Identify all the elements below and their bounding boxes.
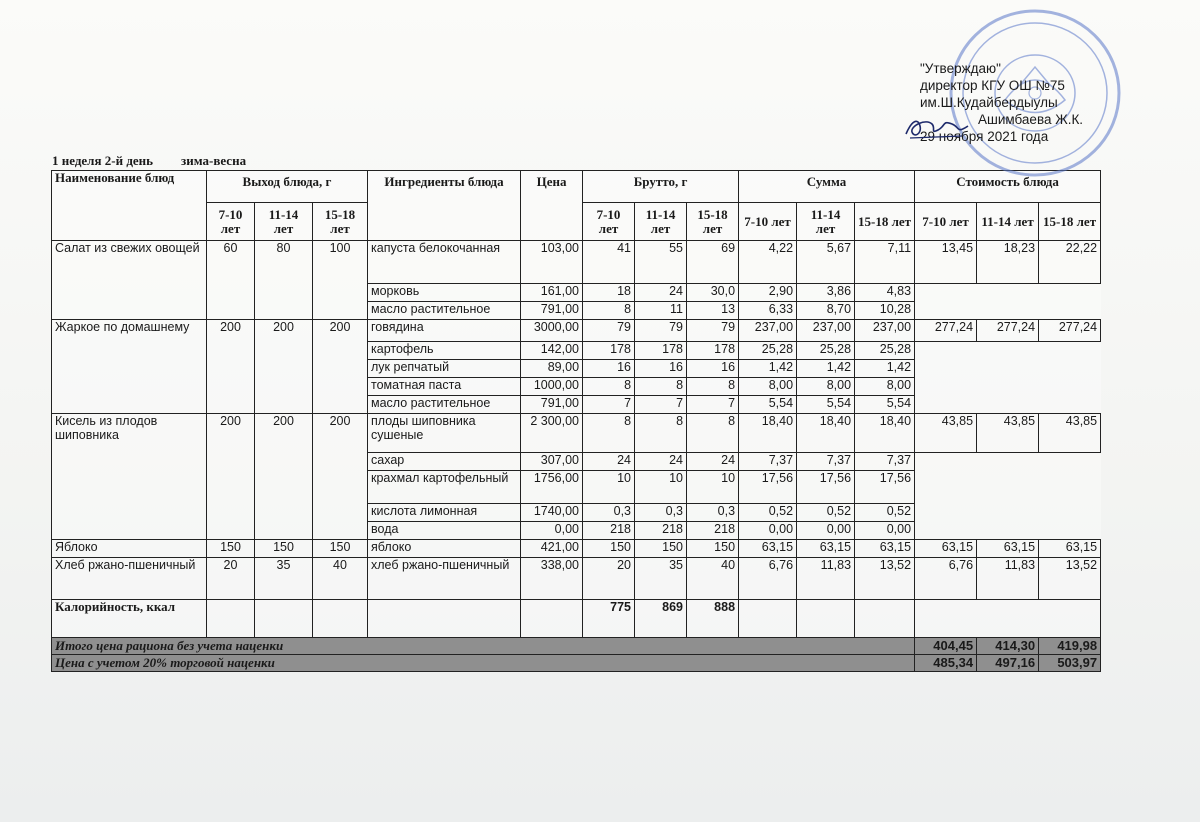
gross-value: 10 [635, 471, 687, 504]
empty-cell [915, 284, 1101, 320]
sum-value: 4,83 [855, 284, 915, 302]
dish-output: 200 [255, 414, 313, 540]
col-ingredients: Ингредиенты блюда [368, 171, 521, 241]
gross-value: 79 [687, 320, 739, 342]
sum-value: 0,52 [797, 504, 855, 522]
ingredient-name: вода [368, 522, 521, 540]
sum-value: 8,00 [739, 378, 797, 396]
ingredient-name: масло растительное [368, 396, 521, 414]
sum-value: 1,42 [797, 360, 855, 378]
cost-value: 43,85 [977, 414, 1039, 453]
gross-value: 218 [583, 522, 635, 540]
gross-value: 20 [583, 558, 635, 600]
sum-value: 13,52 [855, 558, 915, 600]
gross-value: 79 [583, 320, 635, 342]
age-header: 11-14 лет [255, 203, 313, 241]
cost-value: 63,15 [915, 540, 977, 558]
dish-name: Жаркое по домашнему [52, 320, 207, 414]
signature-icon [902, 112, 972, 142]
gross-value: 16 [635, 360, 687, 378]
gross-value: 8 [583, 302, 635, 320]
sum-value: 17,56 [797, 471, 855, 504]
dish-output: 100 [313, 241, 368, 320]
dish-name: Кисель из плодов шиповника [52, 414, 207, 540]
dish-output: 200 [207, 320, 255, 414]
sum-value: 7,37 [855, 453, 915, 471]
gross-value: 35 [635, 558, 687, 600]
menu-table [51, 170, 1101, 672]
sum-value: 7,37 [739, 453, 797, 471]
ingredient-name: сахар [368, 453, 521, 471]
gross-value: 24 [687, 453, 739, 471]
total-value: 414,30 [977, 638, 1039, 655]
ingredient-name: яблоко [368, 540, 521, 558]
dish-name: Хлеб ржано-пшеничный [52, 558, 207, 600]
calories-value: 869 [635, 600, 687, 638]
sum-value: 18,40 [739, 414, 797, 453]
cost-value: 13,52 [1039, 558, 1101, 600]
cost-value: 13,45 [915, 241, 977, 284]
gross-value: 55 [635, 241, 687, 284]
ingredient-price: 1740,00 [521, 504, 583, 522]
sum-value: 4,22 [739, 241, 797, 284]
sum-value: 8,00 [855, 378, 915, 396]
sum-value: 25,28 [855, 342, 915, 360]
gross-value: 24 [635, 453, 687, 471]
total-value: 419,98 [1039, 638, 1101, 655]
ingredient-price: 791,00 [521, 302, 583, 320]
total-value: 503,97 [1039, 655, 1101, 672]
ingredient-price: 421,00 [521, 540, 583, 558]
sum-value: 17,56 [855, 471, 915, 504]
col-gross: Брутто, г [583, 171, 739, 203]
cost-value: 43,85 [915, 414, 977, 453]
dish-output: 60 [207, 241, 255, 320]
ingredient-name: картофель [368, 342, 521, 360]
sum-value: 1,42 [855, 360, 915, 378]
approval-date: 29 ноября 2021 года [920, 129, 1049, 144]
calories-value: 888 [687, 600, 739, 638]
gross-value: 150 [635, 540, 687, 558]
sum-value: 18,40 [855, 414, 915, 453]
dish-name: Салат из свежих овощей [52, 241, 207, 320]
cost-value: 277,24 [1039, 320, 1101, 342]
empty-cell [313, 600, 368, 638]
gross-value: 79 [635, 320, 687, 342]
sum-value: 25,28 [797, 342, 855, 360]
sum-value: 237,00 [797, 320, 855, 342]
dish-name: Яблоко [52, 540, 207, 558]
sum-value: 7,37 [797, 453, 855, 471]
sum-value: 1,42 [739, 360, 797, 378]
ingredient-name: кислота лимонная [368, 504, 521, 522]
approval-school: им.Ш.Кудайбердыулы [920, 95, 1058, 110]
col-sum: Сумма [739, 171, 915, 203]
col-output: Выход блюда, г [207, 171, 368, 203]
gross-value: 40 [687, 558, 739, 600]
table-row [52, 540, 1101, 558]
menu-header [52, 153, 246, 169]
gross-value: 69 [687, 241, 739, 284]
total-row [52, 655, 1101, 672]
sum-value: 63,15 [739, 540, 797, 558]
week-day-label: 1 неделя 2-й день [52, 153, 154, 168]
sum-value: 0,00 [739, 522, 797, 540]
gross-value: 0,3 [635, 504, 687, 522]
ingredient-name: капуста белокочанная [368, 241, 521, 284]
gross-value: 178 [583, 342, 635, 360]
dish-output: 40 [313, 558, 368, 600]
dish-output: 200 [207, 414, 255, 540]
table-row [52, 414, 1101, 453]
cost-value: 6,76 [915, 558, 977, 600]
sum-value: 7,11 [855, 241, 915, 284]
ingredient-price: 0,00 [521, 522, 583, 540]
empty-cell [855, 600, 915, 638]
ingredient-price: 142,00 [521, 342, 583, 360]
gross-value: 8 [635, 414, 687, 453]
gross-value: 218 [635, 522, 687, 540]
empty-cell [368, 600, 521, 638]
sum-value: 5,54 [855, 396, 915, 414]
empty-cell [255, 600, 313, 638]
empty-cell [915, 453, 1101, 540]
sum-value: 8,00 [797, 378, 855, 396]
sum-value: 5,54 [797, 396, 855, 414]
gross-value: 10 [687, 471, 739, 504]
sum-value: 63,15 [797, 540, 855, 558]
cost-value: 63,15 [977, 540, 1039, 558]
age-header: 15-18 лет [855, 203, 915, 241]
empty-cell [915, 600, 1101, 638]
age-header: 15-18 лет [687, 203, 739, 241]
gross-value: 150 [583, 540, 635, 558]
col-dish-name: Наименование блюд [52, 171, 207, 241]
age-header: 11-14 лет [797, 203, 855, 241]
dish-output: 150 [313, 540, 368, 558]
total-value: 404,45 [915, 638, 977, 655]
empty-cell [797, 600, 855, 638]
age-header: 7-10 лет [207, 203, 255, 241]
sum-value: 0,52 [855, 504, 915, 522]
empty-cell [739, 600, 797, 638]
ingredient-price: 338,00 [521, 558, 583, 600]
gross-value: 7 [635, 396, 687, 414]
dish-output: 150 [255, 540, 313, 558]
sum-value: 63,15 [855, 540, 915, 558]
gross-value: 0,3 [583, 504, 635, 522]
sum-value: 6,76 [739, 558, 797, 600]
sum-value: 10,28 [855, 302, 915, 320]
gross-value: 218 [687, 522, 739, 540]
sum-value: 8,70 [797, 302, 855, 320]
cost-value: 277,24 [915, 320, 977, 342]
ingredient-name: морковь [368, 284, 521, 302]
cost-value: 22,22 [1039, 241, 1101, 284]
gross-value: 8 [687, 414, 739, 453]
dish-output: 35 [255, 558, 313, 600]
total-label: Итого цена рациона без учета наценки [52, 638, 915, 655]
col-price: Цена [521, 171, 583, 241]
gross-value: 178 [635, 342, 687, 360]
ingredient-price: 161,00 [521, 284, 583, 302]
ingredient-price: 3000,00 [521, 320, 583, 342]
ingredient-name: крахмал картофельный [368, 471, 521, 504]
ingredient-name: лук репчатый [368, 360, 521, 378]
sum-value: 6,33 [739, 302, 797, 320]
sum-value: 0,52 [739, 504, 797, 522]
sum-value: 18,40 [797, 414, 855, 453]
age-header: 15-18 лет [313, 203, 368, 241]
dish-output: 200 [313, 320, 368, 414]
cost-value: 11,83 [977, 558, 1039, 600]
gross-value: 24 [583, 453, 635, 471]
gross-value: 7 [583, 396, 635, 414]
gross-value: 16 [687, 360, 739, 378]
sum-value: 5,54 [739, 396, 797, 414]
gross-value: 8 [583, 414, 635, 453]
sum-value: 237,00 [739, 320, 797, 342]
gross-value: 10 [583, 471, 635, 504]
season-label: зима-весна [181, 153, 247, 168]
sum-value: 5,67 [797, 241, 855, 284]
sum-value: 3,86 [797, 284, 855, 302]
age-header: 11-14 лет [635, 203, 687, 241]
ingredient-name: плоды шиповника сушеные [368, 414, 521, 453]
table-row [52, 241, 1101, 284]
approval-position: директор КГУ ОШ №75 [920, 78, 1065, 93]
ingredient-name: говядина [368, 320, 521, 342]
age-header: 7-10 лет [915, 203, 977, 241]
total-value: 485,34 [915, 655, 977, 672]
ingredient-price: 307,00 [521, 453, 583, 471]
age-header: 7-10 лет [739, 203, 797, 241]
gross-value: 178 [687, 342, 739, 360]
empty-cell [207, 600, 255, 638]
gross-value: 8 [687, 378, 739, 396]
ingredient-price: 2 300,00 [521, 414, 583, 453]
calories-label: Калорийность, ккал [52, 600, 207, 638]
calories-row [52, 600, 1101, 638]
ingredient-name: хлеб ржано-пшеничный [368, 558, 521, 600]
sum-value: 25,28 [739, 342, 797, 360]
total-row [52, 638, 1101, 655]
dish-output: 200 [255, 320, 313, 414]
sum-value: 2,90 [739, 284, 797, 302]
dish-output: 80 [255, 241, 313, 320]
approval-title: "Утверждаю" [920, 61, 1001, 76]
table-row [52, 320, 1101, 342]
sum-value: 237,00 [855, 320, 915, 342]
sum-value: 11,83 [797, 558, 855, 600]
total-value: 497,16 [977, 655, 1039, 672]
calories-value: 775 [583, 600, 635, 638]
cost-value: 277,24 [977, 320, 1039, 342]
gross-value: 41 [583, 241, 635, 284]
gross-value: 18 [583, 284, 635, 302]
gross-value: 150 [687, 540, 739, 558]
table-row [52, 558, 1101, 600]
dish-output: 20 [207, 558, 255, 600]
gross-value: 8 [635, 378, 687, 396]
gross-value: 7 [687, 396, 739, 414]
empty-cell [915, 342, 1101, 414]
cost-value: 43,85 [1039, 414, 1101, 453]
sum-value: 17,56 [739, 471, 797, 504]
ingredient-price: 89,00 [521, 360, 583, 378]
age-header: 7-10 лет [583, 203, 635, 241]
gross-value: 16 [583, 360, 635, 378]
ingredient-name: томатная паста [368, 378, 521, 396]
cost-value: 63,15 [1039, 540, 1101, 558]
sum-value: 0,00 [797, 522, 855, 540]
dish-output: 150 [207, 540, 255, 558]
age-header: 11-14 лет [977, 203, 1039, 241]
col-cost: Стоимость блюда [915, 171, 1101, 203]
sum-value: 0,00 [855, 522, 915, 540]
gross-value: 30,0 [687, 284, 739, 302]
empty-cell [521, 600, 583, 638]
ingredient-price: 1756,00 [521, 471, 583, 504]
ingredient-price: 791,00 [521, 396, 583, 414]
ingredient-price: 103,00 [521, 241, 583, 284]
cost-value: 18,23 [977, 241, 1039, 284]
gross-value: 13 [687, 302, 739, 320]
approval-director-name: Ашимбаева Ж.К. [978, 112, 1084, 127]
gross-value: 0,3 [687, 504, 739, 522]
age-header: 15-18 лет [1039, 203, 1101, 241]
total-label: Цена с учетом 20% торговой наценки [52, 655, 915, 672]
dish-output: 200 [313, 414, 368, 540]
gross-value: 24 [635, 284, 687, 302]
gross-value: 11 [635, 302, 687, 320]
gross-value: 8 [583, 378, 635, 396]
ingredient-name: масло растительное [368, 302, 521, 320]
ingredient-price: 1000,00 [521, 378, 583, 396]
